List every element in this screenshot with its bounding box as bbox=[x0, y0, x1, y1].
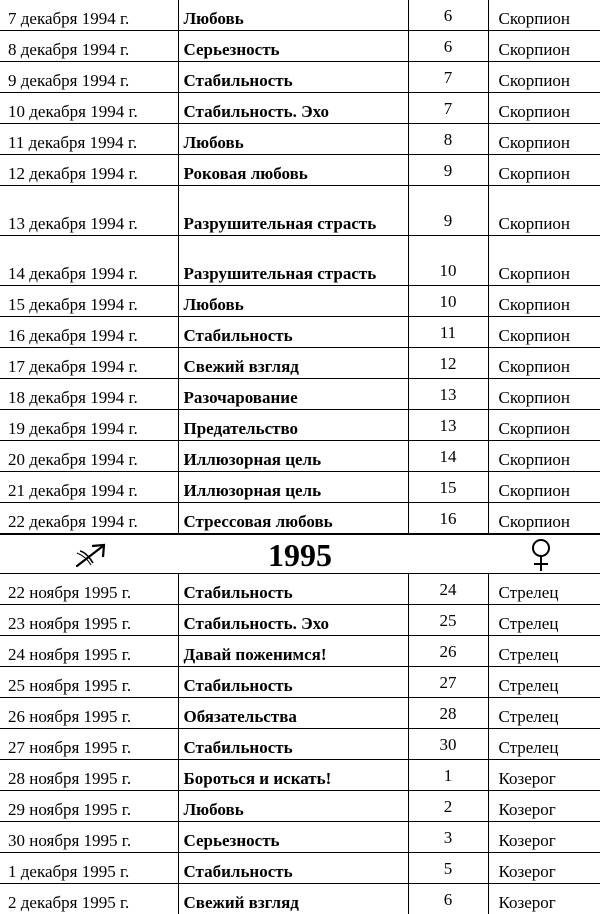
row-date: 24 ноября 1995 г. bbox=[0, 636, 178, 667]
row-date: 14 декабря 1994 г. bbox=[0, 236, 178, 286]
row-title: Разрушительная страсть bbox=[178, 186, 408, 236]
row-title: Свежий взгляд bbox=[178, 884, 408, 914]
row-zodiac-sign: Скорпион bbox=[488, 236, 600, 286]
row-title: Разочарование bbox=[178, 379, 408, 410]
row-date: 16 декабря 1994 г. bbox=[0, 317, 178, 348]
row-zodiac-sign: Стрелец bbox=[488, 574, 600, 605]
table-row bbox=[0, 31, 600, 62]
table-row bbox=[0, 317, 600, 348]
row-number: 13 bbox=[408, 379, 488, 410]
row-zodiac-sign: Скорпион bbox=[488, 441, 600, 472]
row-date: 21 декабря 1994 г. bbox=[0, 472, 178, 503]
row-date: 25 ноября 1995 г. bbox=[0, 667, 178, 698]
table-row bbox=[0, 155, 600, 186]
row-number: 13 bbox=[408, 410, 488, 441]
row-title: Давай поженимся! bbox=[178, 636, 408, 667]
row-number: 9 bbox=[408, 155, 488, 186]
row-date: 7 декабря 1994 г. bbox=[0, 0, 178, 31]
table-row bbox=[0, 791, 600, 822]
row-number: 8 bbox=[408, 124, 488, 155]
venus-icon bbox=[528, 538, 554, 572]
row-number: 5 bbox=[408, 853, 488, 884]
row-number: 12 bbox=[408, 348, 488, 379]
row-zodiac-sign: Стрелец bbox=[488, 636, 600, 667]
row-zodiac-sign: Скорпион bbox=[488, 379, 600, 410]
row-number: 15 bbox=[408, 472, 488, 503]
row-number: 7 bbox=[408, 62, 488, 93]
table-row bbox=[0, 124, 600, 155]
row-zodiac-sign: Скорпион bbox=[488, 0, 600, 31]
row-title: Любовь bbox=[178, 286, 408, 317]
row-zodiac-sign: Скорпион bbox=[488, 62, 600, 93]
row-zodiac-sign: Скорпион bbox=[488, 317, 600, 348]
row-number: 26 bbox=[408, 636, 488, 667]
row-date: 2 декабря 1995 г. bbox=[0, 884, 178, 914]
row-number: 16 bbox=[408, 503, 488, 534]
table-row bbox=[0, 410, 600, 441]
year-title: 1995 bbox=[0, 537, 600, 573]
row-number: 30 bbox=[408, 729, 488, 760]
row-title: Бороться и искать! bbox=[178, 760, 408, 791]
table-row bbox=[0, 0, 600, 31]
table-1995-body bbox=[0, 574, 600, 914]
table-row bbox=[0, 503, 600, 534]
row-date: 1 декабря 1995 г. bbox=[0, 853, 178, 884]
row-date: 22 декабря 1994 г. bbox=[0, 503, 178, 534]
row-zodiac-sign: Козерог bbox=[488, 822, 600, 853]
row-number: 24 bbox=[408, 574, 488, 605]
row-date: 28 ноября 1995 г. bbox=[0, 760, 178, 791]
row-date: 10 декабря 1994 г. bbox=[0, 93, 178, 124]
table-row bbox=[0, 667, 600, 698]
row-date: 29 ноября 1995 г. bbox=[0, 791, 178, 822]
table-row bbox=[0, 62, 600, 93]
row-title: Стабильность bbox=[178, 667, 408, 698]
row-zodiac-sign: Скорпион bbox=[488, 124, 600, 155]
table-row bbox=[0, 348, 600, 379]
row-zodiac-sign: Стрелец bbox=[488, 698, 600, 729]
row-title: Стабильность. Эхо bbox=[178, 605, 408, 636]
table-row bbox=[0, 884, 600, 914]
row-zodiac-sign: Скорпион bbox=[488, 186, 600, 236]
row-zodiac-sign: Скорпион bbox=[488, 286, 600, 317]
row-number: 9 bbox=[408, 186, 488, 236]
row-title: Стабильность. Эхо bbox=[178, 93, 408, 124]
row-number: 11 bbox=[408, 317, 488, 348]
row-title: Предательство bbox=[178, 410, 408, 441]
row-date: 15 декабря 1994 г. bbox=[0, 286, 178, 317]
table-row bbox=[0, 760, 600, 791]
row-title: Любовь bbox=[178, 0, 408, 31]
table-row bbox=[0, 186, 600, 236]
table-row bbox=[0, 379, 600, 410]
row-number: 25 bbox=[408, 605, 488, 636]
row-title: Серьезность bbox=[178, 822, 408, 853]
row-zodiac-sign: Скорпион bbox=[488, 472, 600, 503]
row-title: Иллюзорная цель bbox=[178, 472, 408, 503]
row-date: 26 ноября 1995 г. bbox=[0, 698, 178, 729]
table-row bbox=[0, 729, 600, 760]
row-date: 9 декабря 1994 г. bbox=[0, 62, 178, 93]
table-row bbox=[0, 236, 600, 286]
row-number: 10 bbox=[408, 236, 488, 286]
row-date: 8 декабря 1994 г. bbox=[0, 31, 178, 62]
row-number: 6 bbox=[408, 31, 488, 62]
table-row bbox=[0, 822, 600, 853]
row-zodiac-sign: Стрелец bbox=[488, 667, 600, 698]
row-zodiac-sign: Скорпион bbox=[488, 410, 600, 441]
row-title: Стабильность bbox=[178, 729, 408, 760]
row-date: 12 декабря 1994 г. bbox=[0, 155, 178, 186]
row-number: 28 bbox=[408, 698, 488, 729]
row-title: Свежий взгляд bbox=[178, 348, 408, 379]
row-date: 30 ноября 1995 г. bbox=[0, 822, 178, 853]
row-zodiac-sign: Козерог bbox=[488, 853, 600, 884]
row-zodiac-sign: Козерог bbox=[488, 791, 600, 822]
row-title: Любовь bbox=[178, 124, 408, 155]
row-zodiac-sign: Скорпион bbox=[488, 155, 600, 186]
row-title: Стрессовая любовь bbox=[178, 503, 408, 534]
row-number: 10 bbox=[408, 286, 488, 317]
row-date: 22 ноября 1995 г. bbox=[0, 574, 178, 605]
row-title: Стабильность bbox=[178, 317, 408, 348]
row-zodiac-sign: Стрелец bbox=[488, 605, 600, 636]
row-date: 11 декабря 1994 г. bbox=[0, 124, 178, 155]
row-number: 1 bbox=[408, 760, 488, 791]
table-row bbox=[0, 441, 600, 472]
row-number: 2 bbox=[408, 791, 488, 822]
table-row bbox=[0, 472, 600, 503]
row-number: 6 bbox=[408, 0, 488, 31]
row-date: 27 ноября 1995 г. bbox=[0, 729, 178, 760]
row-title: Иллюзорная цель bbox=[178, 441, 408, 472]
row-title: Стабильность bbox=[178, 62, 408, 93]
row-zodiac-sign: Козерог bbox=[488, 884, 600, 914]
row-zodiac-sign: Скорпион bbox=[488, 93, 600, 124]
row-title: Роковая любовь bbox=[178, 155, 408, 186]
row-number: 7 bbox=[408, 93, 488, 124]
row-number: 6 bbox=[408, 884, 488, 914]
table-row bbox=[0, 636, 600, 667]
row-zodiac-sign: Скорпион bbox=[488, 348, 600, 379]
row-date: 19 декабря 1994 г. bbox=[0, 410, 178, 441]
table-row bbox=[0, 93, 600, 124]
row-title: Любовь bbox=[178, 791, 408, 822]
row-zodiac-sign: Козерог bbox=[488, 760, 600, 791]
table-row bbox=[0, 574, 600, 605]
row-date: 17 декабря 1994 г. bbox=[0, 348, 178, 379]
row-title: Серьезность bbox=[178, 31, 408, 62]
row-number: 14 bbox=[408, 441, 488, 472]
row-zodiac-sign: Стрелец bbox=[488, 729, 600, 760]
row-title: Обязательства bbox=[178, 698, 408, 729]
row-number: 27 bbox=[408, 667, 488, 698]
year-band bbox=[0, 534, 600, 574]
row-zodiac-sign: Скорпион bbox=[488, 31, 600, 62]
row-zodiac-sign: Скорпион bbox=[488, 503, 600, 534]
row-date: 13 декабря 1994 г. bbox=[0, 186, 178, 236]
table-row bbox=[0, 286, 600, 317]
row-date: 18 декабря 1994 г. bbox=[0, 379, 178, 410]
table-row bbox=[0, 698, 600, 729]
table-row bbox=[0, 605, 600, 636]
row-date: 23 ноября 1995 г. bbox=[0, 605, 178, 636]
row-number: 3 bbox=[408, 822, 488, 853]
row-title: Стабильность bbox=[178, 574, 408, 605]
table-1995 bbox=[0, 574, 600, 914]
row-date: 20 декабря 1994 г. bbox=[0, 441, 178, 472]
row-title: Стабильность bbox=[178, 853, 408, 884]
row-title: Разрушительная страсть bbox=[178, 236, 408, 286]
table-row bbox=[0, 853, 600, 884]
